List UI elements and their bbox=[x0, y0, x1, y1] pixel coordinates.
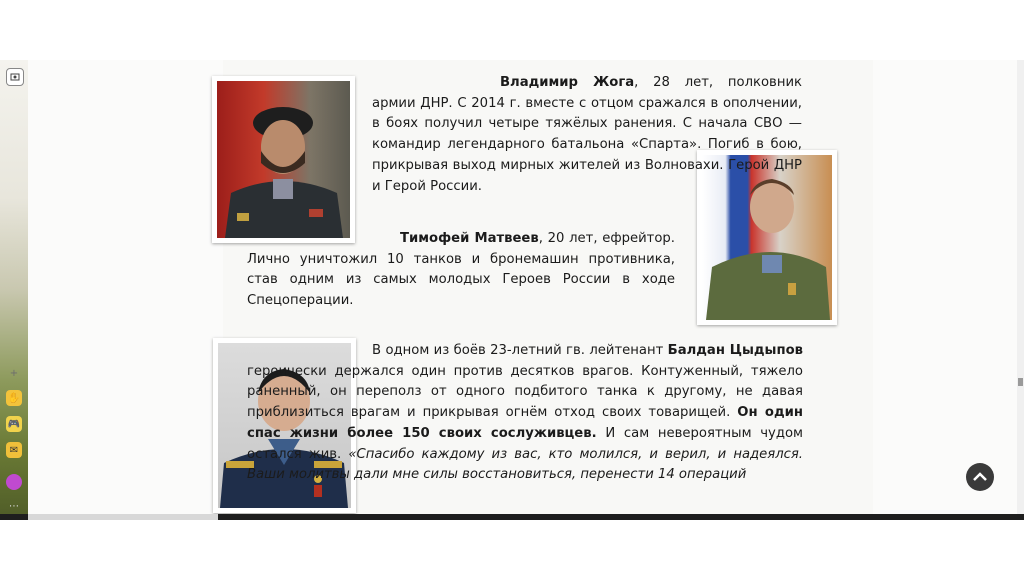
hero-name: Тимофей Матвеев bbox=[400, 231, 539, 246]
sidebar bbox=[0, 60, 28, 518]
hero-name: Владимир Жога bbox=[500, 75, 635, 90]
game-icon[interactable]: 🎮 bbox=[6, 416, 22, 432]
paragraph-zhoga bbox=[372, 73, 802, 197]
paragraph-text: , 20 лет, ефрейтор. Лично уничтожил 10 танков и бронемашин противника, став одним из самых молодых Героев России в ходе Спецоперации. bbox=[247, 231, 675, 309]
scroll-to-top-button[interactable] bbox=[966, 463, 994, 491]
paragraph-matveev bbox=[247, 229, 675, 312]
circle-app-icon[interactable] bbox=[6, 474, 22, 490]
paragraph-text: В одном из боёв 23-летний гв. лейтенант bbox=[372, 343, 668, 358]
highlight-text: Он один спас жизни более 150 своих сослуживцев. bbox=[247, 405, 803, 441]
screenshot-icon[interactable] bbox=[6, 68, 24, 86]
more-icon[interactable]: ⋯ bbox=[9, 500, 19, 512]
bottom-area bbox=[0, 520, 1024, 574]
paragraph-text: , 28 лет, полковник армии ДНР. С 2014 г. вместе с отцом сражался в ополчении, в боях получил четыре тяжёлых ранения. С начала СВО — командир легендарного батальона «Спарта». Погиб в бою, прикрывая выход мирных жителей из Волновахи. Герой ДНР и Герой России. bbox=[372, 75, 802, 194]
hero-name: Балдан Цыдыпов bbox=[667, 343, 803, 358]
paragraph-text: И сам невероятным чудом остался жив. bbox=[247, 425, 803, 462]
portrait-zhoga bbox=[212, 76, 355, 243]
mail-icon[interactable]: ✉ bbox=[6, 442, 22, 458]
scrollbar-thumb[interactable] bbox=[1018, 378, 1023, 386]
quote-text: «Спасибо каждому из вас, кто молился, и верил, и надеялся. Ваши молитвы дали мне силы восстановиться, перенести 14 операций bbox=[247, 446, 803, 483]
paragraph-tsydypov bbox=[247, 341, 803, 486]
hand-icon[interactable]: ✋ bbox=[6, 390, 22, 406]
plus-icon[interactable]: + bbox=[9, 367, 19, 379]
scrollbar[interactable] bbox=[1017, 60, 1024, 518]
chevron-up-icon bbox=[973, 472, 987, 482]
browser-top-area bbox=[0, 0, 1024, 60]
paragraph-text: героически держался один против десятков врагов. Контуженный, тяжело раненный, он переполз от одного подбитого танка к другому, не давая приблизиться врагам и прикрывая огнём отход своих товарищей. bbox=[247, 363, 803, 421]
